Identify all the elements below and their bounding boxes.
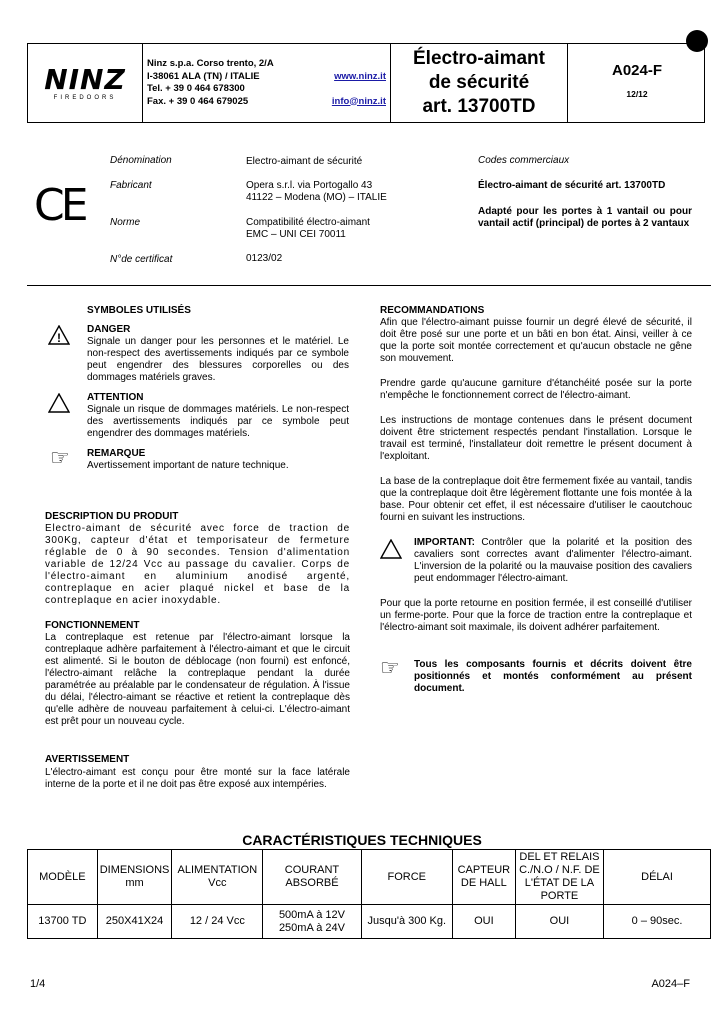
denomination-label: Dénomination <box>110 155 172 166</box>
company-name: Ninz s.p.a. Corso trento, 2/A <box>147 58 274 69</box>
attention-icon <box>48 393 70 413</box>
pointing-hand-icon: ☞ <box>50 446 70 471</box>
denomination-value: Electro-aimant de sécurité <box>246 156 363 167</box>
danger-title: DANGER <box>87 324 131 335</box>
email-link[interactable]: info@ninz.it <box>331 95 386 107</box>
header-relais: DEL ET RELAIS C./N.O / N.F. DE L'ÉTAT DE LA PORTE <box>515 850 603 905</box>
svg-text:!: ! <box>57 331 61 345</box>
doc-revision: 12/12 <box>626 89 648 99</box>
table-header-row <box>28 850 711 905</box>
fabricant-value: Opera s.r.l. via Portogallo 43 41122 – Modena (MO) – ITALIE <box>246 180 387 203</box>
recommandations-p2: Prendre garde qu'aucune garniture d'étanchéité posée sur la porte n'empêche le fonctionnement correct de l'électro-aimant. <box>380 378 692 401</box>
code-note: Adapté pour les portes à 1 vantail ou pour vantail actif (principal) de portes à 2 vantaux <box>478 206 692 229</box>
tech-table <box>27 849 711 939</box>
important-warning-icon <box>380 539 402 559</box>
recommandations-title: RECOMMANDATIONS <box>380 305 485 316</box>
header-dimensions: DIMENSIONS mm <box>97 850 172 905</box>
symbols-title: SYMBOLES UTILISÉS <box>87 305 191 316</box>
doc-code: A024-F <box>611 62 663 79</box>
important-note: IMPORTANT: Contrôler que la polarité et la position des cavaliers sont correctes avant d'alimenter l'électro-aimant. L'inversion de la polarité ou la mauvaise position des cavaliers peut endommager l'électro-aimant. <box>414 537 692 584</box>
norme-label: Norme <box>110 217 141 228</box>
recommandations-p4: La base de la contreplaque doit être fermement fixée au vantail, tandis que la contreplaque doit être légèrement flottante une fois montée à la base. Pour obtenir cet effet, il est nécessaire d'utiliser le caoutchouc fourni en suivant les instructions. <box>380 476 692 523</box>
avertissement-title: AVERTISSEMENT <box>45 754 130 765</box>
header-courant: COURANT ABSORBÉ <box>263 850 361 905</box>
recommandations-note: Tous les composants fournis et décrits doivent être positionnés et montés conformément au présent document. <box>414 659 692 694</box>
remarque-title: REMARQUE <box>87 448 146 459</box>
header-capteur: CAPTEUR DE HALL <box>452 850 515 905</box>
certificat-label: N°de certificat <box>110 254 173 265</box>
document-code <box>568 44 706 122</box>
cell-dimensions: 250X41X24 <box>97 905 172 939</box>
header-force: FORCE <box>361 850 452 905</box>
code-product: Électro-aimant de sécurité art. 13700TD <box>478 180 666 191</box>
description-text: Electro-aimant de sécurité avec force de traction de 300Kg, capteur d'état et temporisateur de fermeture réglable de 0 à 90 secondes. Tension d'alimentation variable de 12/24 Vcc au passage du cavalier. Corps de l'électro-aimant en aluminium anodisé argenté, contreplaque en acier plaqué nickel et base de la contreplaque en acier inoxydable. <box>45 523 350 606</box>
website-link[interactable]: www.ninz.it <box>334 70 386 82</box>
company-logo: NINZ FIREDOORS <box>28 44 143 122</box>
cell-relais: OUI <box>515 905 603 939</box>
description-title: DESCRIPTION DU PRODUIT <box>45 511 179 522</box>
footer-code: A024–F <box>651 978 690 990</box>
pointing-hand-icon-2: ☞ <box>380 656 400 681</box>
danger-text: Signale un danger pour les personnes et le matériel. Le non-respect des avertissements indiqués par ce symbole peut engendrer des blessures corporelles ou des dommages matériels graves. <box>87 336 349 383</box>
document-header <box>27 43 705 123</box>
attention-title: ATTENTION <box>87 392 144 403</box>
cell-model: 13700 TD <box>28 905 98 939</box>
recommandations-p5: Pour que la porte retourne en position fermée, il est conseillé d'utiliser un ferme-porte. Pour que la force de traction entre la contreplaque et l'électro-aimant soit maximale, ils doivent adhérer parfaitement. <box>380 598 692 633</box>
cell-alimentation: 12 / 24 Vcc <box>172 905 263 939</box>
section-divider <box>27 285 711 286</box>
company-tel: Tel. + 39 0 464 678300 <box>147 83 245 94</box>
danger-icon <box>48 325 70 345</box>
cell-force: Jusqu'à 300 Kg. <box>361 905 452 939</box>
company-city: I-38061 ALA (TN) / ITALIE <box>147 70 260 82</box>
fabricant-label: Fabricant <box>110 180 152 191</box>
cell-delai: 0 – 90sec. <box>604 905 711 939</box>
recommandations-p3: Les instructions de montage contenues dans le présent document doivent être strictement respectés pendant l'installation. Lorsque le travail est terminé, l'installateur doit remettre le présent document à l'exploitant. <box>380 415 692 462</box>
ce-mark-icon: CE <box>34 180 85 231</box>
document-title: Électro-aimant de sécurité art. 13700TD <box>391 44 568 122</box>
header-alimentation: ALIMENTATION Vcc <box>172 850 263 905</box>
page-number: 1/4 <box>30 978 46 990</box>
black-dot-mark <box>686 30 708 52</box>
table-row <box>28 905 711 939</box>
cell-capteur: OUI <box>452 905 515 939</box>
company-fax: Fax. + 39 0 464 679025 <box>147 95 249 107</box>
avertissement-text: L'électro-aimant est conçu pour être monté sur la face latérale interne de la porte et il ne doit pas être exposé aux intempéries. <box>45 767 350 790</box>
codes-label: Codes commerciaux <box>478 155 570 166</box>
attention-text: Signale un risque de dommages matériels. Le non-respect des avertissements indiqués par ce symbole peut engendrer des dommages matériels. <box>87 404 349 439</box>
header-model: MODÈLE <box>28 850 98 905</box>
cell-courant: 500mA à 12V 250mA à 24V <box>263 905 361 939</box>
tech-title: CARACTÉRISTIQUES TECHNIQUES <box>242 832 482 848</box>
header-delai: DÉLAI <box>604 850 711 905</box>
fonctionnement-title: FONCTIONNEMENT <box>45 620 140 631</box>
recommandations-p1: Afin que l'électro-aimant puisse fournir un degré élevé de sécurité, il doit être posé sur une porte et un bâti en bon état. Ainsi, veiller à ce que la porte soit montée correctement et qu'aucun obstacle ne gêne son mouvement. <box>380 317 692 364</box>
norme-value: Compatibilité électro-aimant EMC – UNI CEI 70011 <box>246 217 370 240</box>
fonctionnement-text: La contreplaque est retenue par l'électro-aimant lorsque la contreplaque adhère parfaitement à l'électro-aimant et que le circuit est alimenté. Si le bouton de déblocage (non fourni) est enfoncé, l'électro-aimant relâche la contreplaque pendant la durée paramétrée au préalable par le condensateur de régulation. À l'issue du délai, l'électro-aimant se réactive et retient la contreplaque dès qu'elle adhère de nouveau parfaitement à celui-ci. L'électro-aimant est prêt pour un nouveau cycle. <box>45 632 350 727</box>
certificat-value: 0123/02 <box>246 253 283 264</box>
company-address <box>143 44 391 122</box>
remarque-text: Avertissement important de nature technique. <box>87 460 289 471</box>
